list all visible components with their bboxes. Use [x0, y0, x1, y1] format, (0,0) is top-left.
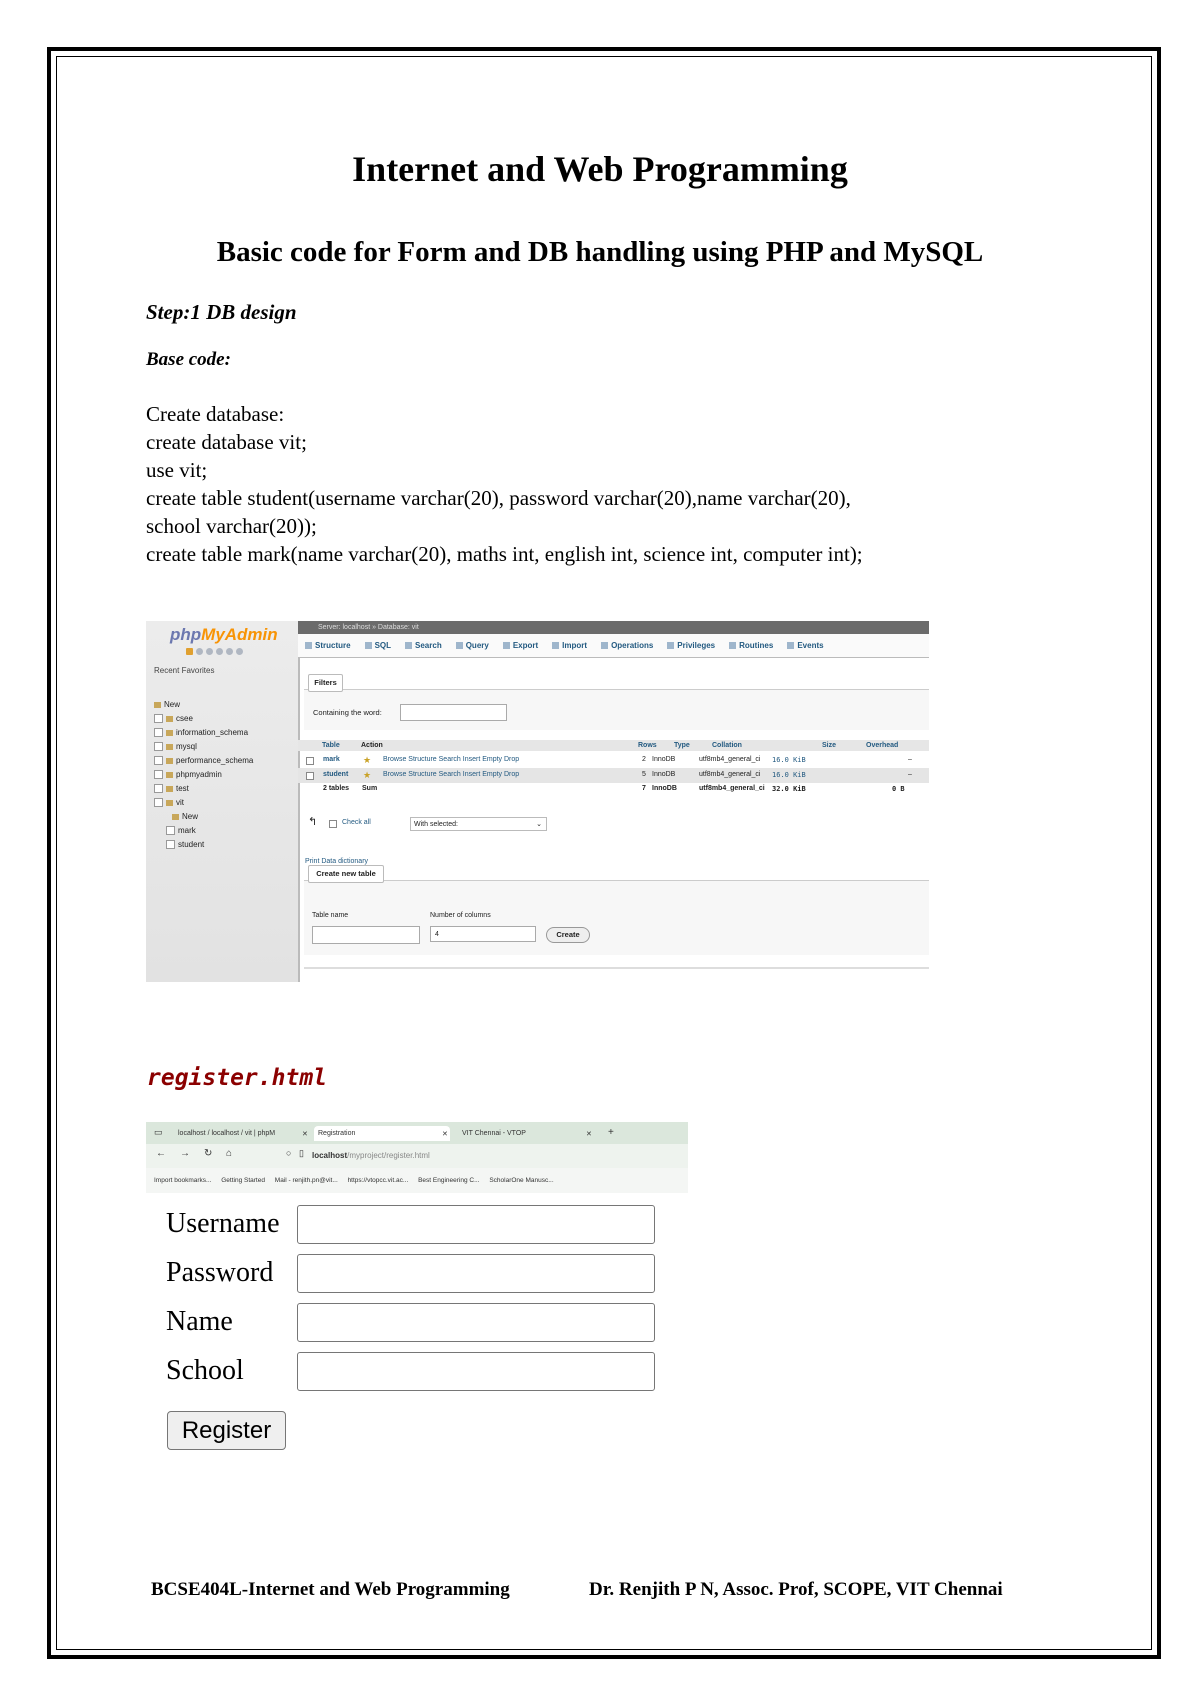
num-columns-label: Number of columns [430, 912, 491, 919]
sum-overhead: 0 B [892, 785, 905, 793]
tree-item-mark[interactable]: mark [154, 824, 253, 838]
browser-tab[interactable]: VIT Chennai - VTOP [462, 1130, 526, 1137]
new-db-icon [154, 702, 161, 708]
col-overhead[interactable]: Overhead [866, 742, 899, 749]
pma-logo: phpMyAdmin [170, 625, 278, 644]
row-size[interactable]: 16.0 KiB [772, 771, 806, 779]
tab-routines[interactable]: Routines [722, 641, 780, 650]
new-table-icon [172, 814, 179, 820]
bookmark-item[interactable]: ScholarOne Manusc... [489, 1177, 554, 1184]
sum-tables: 2 tables [323, 785, 350, 792]
row-checkbox[interactable] [306, 757, 314, 765]
code-line: Create database: [146, 402, 285, 426]
tab-query[interactable]: Query [449, 641, 496, 650]
school-input[interactable] [297, 1352, 655, 1391]
chevron-down-icon: ⌄ [536, 821, 542, 828]
tab-events[interactable]: Events [780, 641, 830, 650]
tab-list-icon[interactable]: ▭ [154, 1127, 163, 1137]
recent-favorites-tabs[interactable]: Recent Favorites [154, 666, 215, 675]
divider [304, 967, 929, 969]
collapse-icon [154, 798, 163, 807]
expand-icon [166, 840, 175, 849]
base-code-label: Base code: [146, 349, 231, 370]
browser-screenshot [146, 1122, 688, 1193]
sum-size: 32.0 KiB [772, 785, 806, 793]
tab-privileges[interactable]: Privileges [660, 641, 722, 650]
table-row [298, 768, 929, 783]
expand-icon [154, 714, 163, 723]
col-action: Action [361, 742, 383, 749]
expand-icon [154, 770, 163, 779]
row-action-links[interactable]: Browse Structure Search Insert Empty Drop [383, 756, 520, 763]
page-icon: ▯ [299, 1148, 304, 1158]
close-icon[interactable]: ✕ [302, 1131, 308, 1138]
back-icon[interactable]: ← [156, 1148, 166, 1159]
browser-tab-active[interactable]: Registration [314, 1126, 450, 1141]
reload-icon[interactable]: ↻ [204, 1148, 213, 1159]
browser-tab-strip [146, 1122, 688, 1144]
import-icon [552, 642, 559, 649]
bookmark-item[interactable]: https://vtopcc.vit.ac... [347, 1177, 409, 1184]
filter-input[interactable] [400, 704, 507, 721]
col-rows[interactable]: Rows [638, 742, 657, 749]
bookmark-item[interactable]: Best Engineering C... [418, 1177, 480, 1184]
shield-icon: ○ [286, 1148, 292, 1158]
logout-icon[interactable] [196, 648, 203, 655]
filter-panel [304, 689, 929, 730]
tab-structure[interactable]: Structure [298, 641, 358, 650]
footer [151, 1579, 1061, 1601]
document-title: Internet and Web Programming [352, 149, 848, 189]
sql-code-block [146, 400, 1076, 568]
filter-label: Containing the word: [313, 708, 382, 717]
reload-icon[interactable] [236, 648, 243, 655]
tree-item-information-schema[interactable]: information_schema [154, 726, 253, 740]
create-new-table-tab[interactable]: Create new table [308, 865, 384, 883]
new-tab-icon[interactable]: + [608, 1127, 614, 1138]
search-icon [405, 642, 412, 649]
privileges-icon [667, 642, 674, 649]
tree-item-mysql[interactable]: mysql [154, 740, 253, 754]
row-collation: utf8mb4_general_ci [699, 756, 761, 763]
home-icon[interactable] [186, 648, 193, 655]
row-count: 2 [642, 756, 646, 763]
tab-import[interactable]: Import [545, 641, 594, 650]
table-row [298, 754, 929, 768]
star-icon[interactable]: ★ [363, 770, 372, 780]
bookmark-item[interactable]: Mail - renjith.pn@vit... [274, 1177, 338, 1184]
tree-item-vit[interactable]: vit [154, 796, 253, 810]
name-input[interactable] [297, 1303, 655, 1342]
tree-item-performance-schema[interactable]: performance_schema [154, 754, 253, 768]
forward-icon[interactable]: → [180, 1148, 190, 1159]
expand-icon [154, 728, 163, 737]
settings-icon[interactable] [226, 648, 233, 655]
query-icon [456, 642, 463, 649]
pma-tabs [298, 634, 929, 658]
tree-item-vit-new[interactable]: New [154, 810, 253, 824]
sql-icon [365, 642, 372, 649]
browser-tab[interactable]: localhost / localhost / vit | phpM [178, 1130, 276, 1137]
expand-icon [154, 756, 163, 765]
database-icon [166, 800, 173, 806]
address-bar[interactable]: localhost/myproject/register.html [312, 1151, 430, 1160]
table-name-label: Table name [312, 912, 349, 919]
row-count: 5 [642, 771, 646, 778]
pma-toolbar-icons [186, 648, 243, 655]
document-subtitle: Basic code for Form and DB handling using PHP and MySQL [216, 236, 984, 268]
name-label: Name [166, 1306, 233, 1337]
with-selected-dropdown[interactable]: With selected: ⌄ [410, 817, 547, 831]
register-button[interactable]: Register [167, 1411, 286, 1450]
database-icon [166, 758, 173, 764]
row-size[interactable]: 16.0 KiB [772, 756, 806, 764]
create-button[interactable]: Create [546, 927, 590, 943]
tab-search[interactable]: Search [398, 641, 449, 650]
sum-collation: utf8mb4_general_ci [699, 785, 765, 792]
arrow-up-icon: ↰ [308, 816, 318, 828]
tree-item-test[interactable]: test [154, 782, 253, 796]
table-name-link[interactable]: mark [323, 756, 340, 763]
close-icon[interactable]: ✕ [442, 1131, 448, 1138]
register-filename: register.html [147, 1065, 328, 1091]
row-overhead: – [908, 771, 912, 778]
table-name-input[interactable] [312, 926, 420, 944]
print-links[interactable]: Print Data dictionary [305, 858, 369, 865]
tree-item-phpmyadmin[interactable]: phpmyadmin [154, 768, 253, 782]
expand-icon [166, 826, 175, 835]
structure-icon [305, 642, 312, 649]
tree-item-student[interactable]: student [154, 838, 253, 852]
star-icon[interactable]: ★ [363, 755, 372, 765]
num-columns-input[interactable]: 4 [430, 926, 536, 942]
tree-item-csee[interactable]: csee [154, 712, 253, 726]
database-icon [166, 772, 173, 778]
footer-author: Dr. Renjith P N, Assoc. Prof, SCOPE, VIT Chennai [589, 1579, 1003, 1600]
sum-rows: 7 [642, 785, 646, 792]
close-icon[interactable]: ✕ [586, 1131, 592, 1138]
username-input[interactable] [297, 1205, 655, 1244]
wrench-icon [601, 642, 608, 649]
expand-icon [154, 742, 163, 751]
docs-icon[interactable] [216, 648, 223, 655]
bookmark-item[interactable]: Getting Started [221, 1177, 265, 1184]
bookmark-item[interactable]: Import bookmarks... [154, 1177, 212, 1184]
tab-export[interactable]: Export [496, 641, 545, 650]
check-all-label[interactable]: Check all [342, 819, 371, 826]
help-icon[interactable] [206, 648, 213, 655]
row-checkbox[interactable] [306, 772, 314, 780]
code-line: create table student(username varchar(20), password varchar(20),name varchar(20), [146, 486, 851, 510]
expand-icon [154, 784, 163, 793]
row-type: InnoDB [652, 756, 676, 763]
row-collation: utf8mb4_general_ci [699, 771, 761, 778]
code-line: create database vit; [146, 430, 307, 454]
code-line: school varchar(20)); [146, 514, 317, 538]
tree-item-new[interactable]: New [154, 698, 253, 712]
school-label: School [166, 1355, 244, 1386]
filters-tab[interactable]: Filters [308, 674, 343, 692]
clock-icon [787, 642, 794, 649]
tab-sql[interactable]: SQL [358, 641, 398, 650]
footer-course: BCSE404L-Internet and Web Programming [151, 1579, 510, 1600]
home-icon[interactable]: ⌂ [226, 1148, 233, 1159]
col-size[interactable]: Size [822, 742, 837, 749]
pma-sidebar [146, 621, 300, 982]
sum-type: InnoDB [652, 785, 677, 792]
step-heading: Step:1 DB design [146, 300, 297, 324]
table-name-link[interactable]: student [323, 771, 349, 778]
username-label: Username [166, 1208, 280, 1239]
tab-operations[interactable]: Operations [594, 641, 660, 650]
col-type[interactable]: Type [674, 742, 690, 749]
bookmarks-bar [146, 1168, 688, 1193]
row-overhead: – [908, 756, 912, 763]
row-action-links[interactable]: Browse Structure Search Insert Empty Drop [383, 771, 520, 778]
sum-label: Sum [362, 785, 378, 792]
col-collation[interactable]: Collation [712, 742, 742, 749]
pma-db-tree [154, 698, 253, 852]
check-all-checkbox[interactable] [329, 820, 337, 828]
database-icon [166, 730, 173, 736]
routines-icon [729, 642, 736, 649]
code-line: create table mark(name varchar(20), maths int, english int, science int, computer int); [146, 542, 863, 566]
code-line: use vit; [146, 458, 208, 482]
phpmyadmin-screenshot [146, 621, 929, 982]
database-icon [166, 786, 173, 792]
pma-breadcrumb[interactable]: Server: localhost » Database: vit [298, 621, 929, 634]
password-input[interactable] [297, 1254, 655, 1293]
browser-nav-bar [146, 1144, 688, 1168]
database-icon [166, 744, 173, 750]
row-type: InnoDB [652, 771, 676, 778]
database-icon [166, 716, 173, 722]
export-icon [503, 642, 510, 649]
col-table[interactable]: Table [322, 742, 340, 749]
password-label: Password [166, 1257, 274, 1288]
